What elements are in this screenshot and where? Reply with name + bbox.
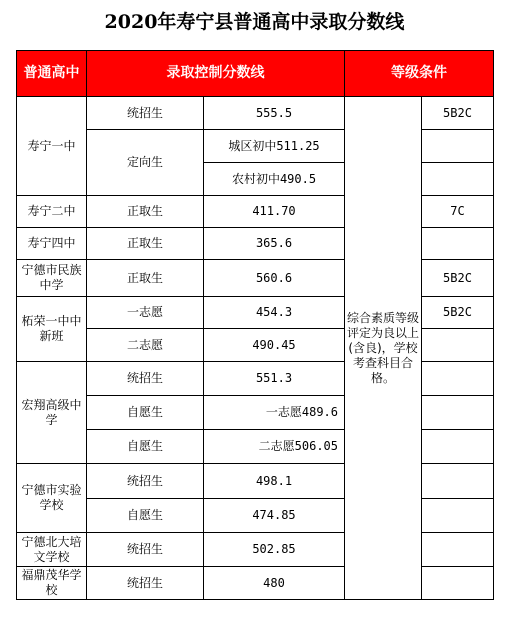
school-name: 宁德北大培文学校 (17, 533, 87, 567)
grade-cell: 5B2C (422, 97, 494, 130)
admission-type: 二志愿 (87, 329, 204, 362)
header-score-line: 录取控制分数线 (87, 51, 345, 97)
admission-type: 统招生 (87, 533, 204, 567)
admission-type: 自愿生 (87, 396, 204, 430)
table-row (17, 499, 494, 533)
score-cell: 二志愿506.05 (204, 430, 345, 464)
grade-cell (422, 430, 494, 464)
grade-cell (422, 499, 494, 533)
school-name: 宁德市实验学校 (17, 464, 87, 533)
table-row (17, 130, 494, 163)
admission-type: 正取生 (87, 260, 204, 297)
grade-cell (422, 329, 494, 362)
table-row (17, 567, 494, 600)
admission-type: 正取生 (87, 196, 204, 228)
table-row (17, 196, 494, 228)
table-row (17, 228, 494, 260)
header-row (17, 51, 494, 97)
score-cell: 365.6 (204, 228, 345, 260)
admission-type: 统招生 (87, 362, 204, 396)
grade-cell (422, 396, 494, 430)
grade-cell (422, 130, 494, 163)
header-school: 普通高中 (17, 51, 87, 97)
school-name: 福鼎茂华学校 (17, 567, 87, 600)
school-name: 宁德市民族中学 (17, 260, 87, 297)
school-name: 寿宁二中 (17, 196, 87, 228)
admission-type: 定向生 (87, 130, 204, 196)
grade-cell (422, 464, 494, 499)
header-grade-condition: 等级条件 (345, 51, 494, 97)
admission-type: 自愿生 (87, 430, 204, 464)
grade-cell (422, 362, 494, 396)
table-row (17, 260, 494, 297)
school-name: 宏翔高级中学 (17, 362, 87, 464)
score-cell: 411.70 (204, 196, 345, 228)
table-row (17, 297, 494, 329)
admission-type: 统招生 (87, 97, 204, 130)
score-cell: 城区初中511.25 (204, 130, 345, 163)
admission-type: 正取生 (87, 228, 204, 260)
score-cell: 454.3 (204, 297, 345, 329)
table-row (17, 362, 494, 396)
grade-cell (422, 533, 494, 567)
score-cell: 498.1 (204, 464, 345, 499)
score-cell: 474.85 (204, 499, 345, 533)
admission-score-table (16, 50, 494, 600)
table-row (17, 464, 494, 499)
score-cell: 490.45 (204, 329, 345, 362)
score-cell: 560.6 (204, 260, 345, 297)
grade-cell: 5B2C (422, 260, 494, 297)
table-row (17, 533, 494, 567)
condition-note: 综合素质等级评定为良以上(含良)，学校考查科目合格。 (345, 97, 422, 600)
grade-cell: 7C (422, 196, 494, 228)
table-row (17, 329, 494, 362)
admission-type: 一志愿 (87, 297, 204, 329)
admission-type: 统招生 (87, 567, 204, 600)
table-row (17, 97, 494, 130)
page-title: 2020年寿宁县普通高中录取分数线 (104, 11, 405, 33)
school-name: 寿宁一中 (17, 97, 87, 196)
score-cell: 555.5 (204, 97, 345, 130)
score-cell: 农村初中490.5 (204, 163, 345, 196)
school-name: 柘荣一中中新班 (17, 297, 87, 362)
score-cell: 480 (204, 567, 345, 600)
school-name: 寿宁四中 (17, 228, 87, 260)
grade-cell: 5B2C (422, 297, 494, 329)
admission-type: 自愿生 (87, 499, 204, 533)
score-cell: 502.85 (204, 533, 345, 567)
score-cell: 一志愿489.6 (204, 396, 345, 430)
grade-cell (422, 567, 494, 600)
table-row (17, 396, 494, 430)
admission-type: 统招生 (87, 464, 204, 499)
score-cell: 551.3 (204, 362, 345, 396)
table-row (17, 430, 494, 464)
grade-cell (422, 163, 494, 196)
grade-cell (422, 228, 494, 260)
